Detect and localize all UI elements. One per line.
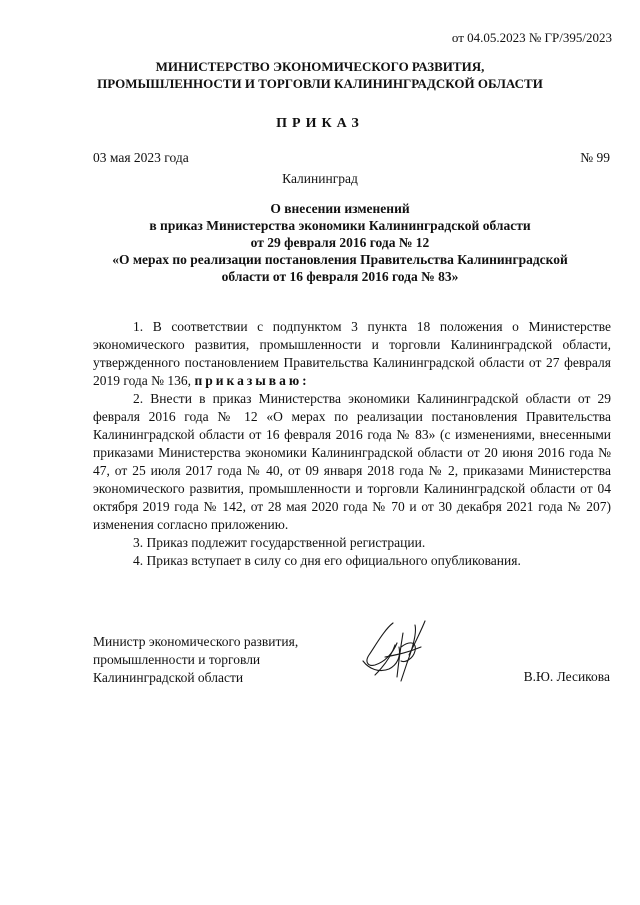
signatory-position	[93, 633, 298, 687]
paragraph-1	[93, 318, 611, 390]
ministry-name	[0, 58, 640, 92]
document-city: Калининград	[282, 171, 358, 186]
paragraph-3: 3. Приказ подлежит государственной регистрации.	[133, 535, 426, 550]
document-date: 03 мая 2023 года	[93, 150, 189, 165]
ministry-name-line2: ПРОМЫШЛЕННОСТИ И ТОРГОВЛИ КАЛИНИНГРАДСКОЙ ОБЛАСТИ	[97, 76, 543, 91]
registration-number: от 04.05.2023 № ГР/395/2023	[451, 30, 612, 45]
title-line2: в приказ Министерства экономики Калининградской области	[149, 218, 531, 233]
document-number: № 99	[580, 150, 610, 165]
title-line4: «О мерах по реализации постановления Правительства Калининградской	[112, 252, 568, 267]
handwritten-signature-icon	[355, 617, 445, 687]
signatory-name: В.Ю. Лесикова	[523, 669, 610, 684]
document-body	[93, 318, 611, 570]
paragraph-1-text: 1. В соответствии с подпунктом 3 пункта 18 положения о Министерстве экономического развития, промышленности и торговли Калининградской области, утвержденного постановлением Правительства Калининградской области от 27 февраля 2019 года № 136,	[93, 319, 611, 388]
paragraph-2: 2. Внести в приказ Министерства экономики Калининградской области от 29 февраля 2016 года № 12 «О мерах по реализации постановления Правительства Калининградской области от 16 февраля 2016 года № 83» (с изменениями, внесенными приказами Министерства экономики Калининградской области от 20 июня 2016 года № 47, от 25 июля 2017 года № 40, от 09 января 2018 года № 2, приказами Министерства экономического развития, промышленности и торговли Калининградской области от 04 октября 2019 года № 142, от 28 мая 2020 года № 70 и от 30 декабря 2021 года № 207) изменения согласно приложению.	[93, 391, 611, 532]
ministry-name-line1: МИНИСТЕРСТВО ЭКОНОМИЧЕСКОГО РАЗВИТИЯ,	[155, 59, 485, 74]
paragraph-1-command: приказываю:	[194, 373, 310, 388]
document-type: ПРИКАЗ	[276, 116, 364, 131]
document-title	[60, 200, 620, 285]
signatory-position-line2: промышленности и торговли	[93, 652, 261, 667]
title-line1: О внесении изменений	[270, 201, 410, 216]
signatory-position-line1: Министр экономического развития,	[93, 634, 299, 649]
title-line3: от 29 февраля 2016 года № 12	[250, 235, 430, 250]
signatory-position-line3: Калининградской области	[93, 670, 244, 685]
title-line5: области от 16 февраля 2016 года № 83»	[221, 269, 459, 284]
paragraph-4: 4. Приказ вступает в силу со дня его официального опубликования.	[133, 553, 521, 568]
